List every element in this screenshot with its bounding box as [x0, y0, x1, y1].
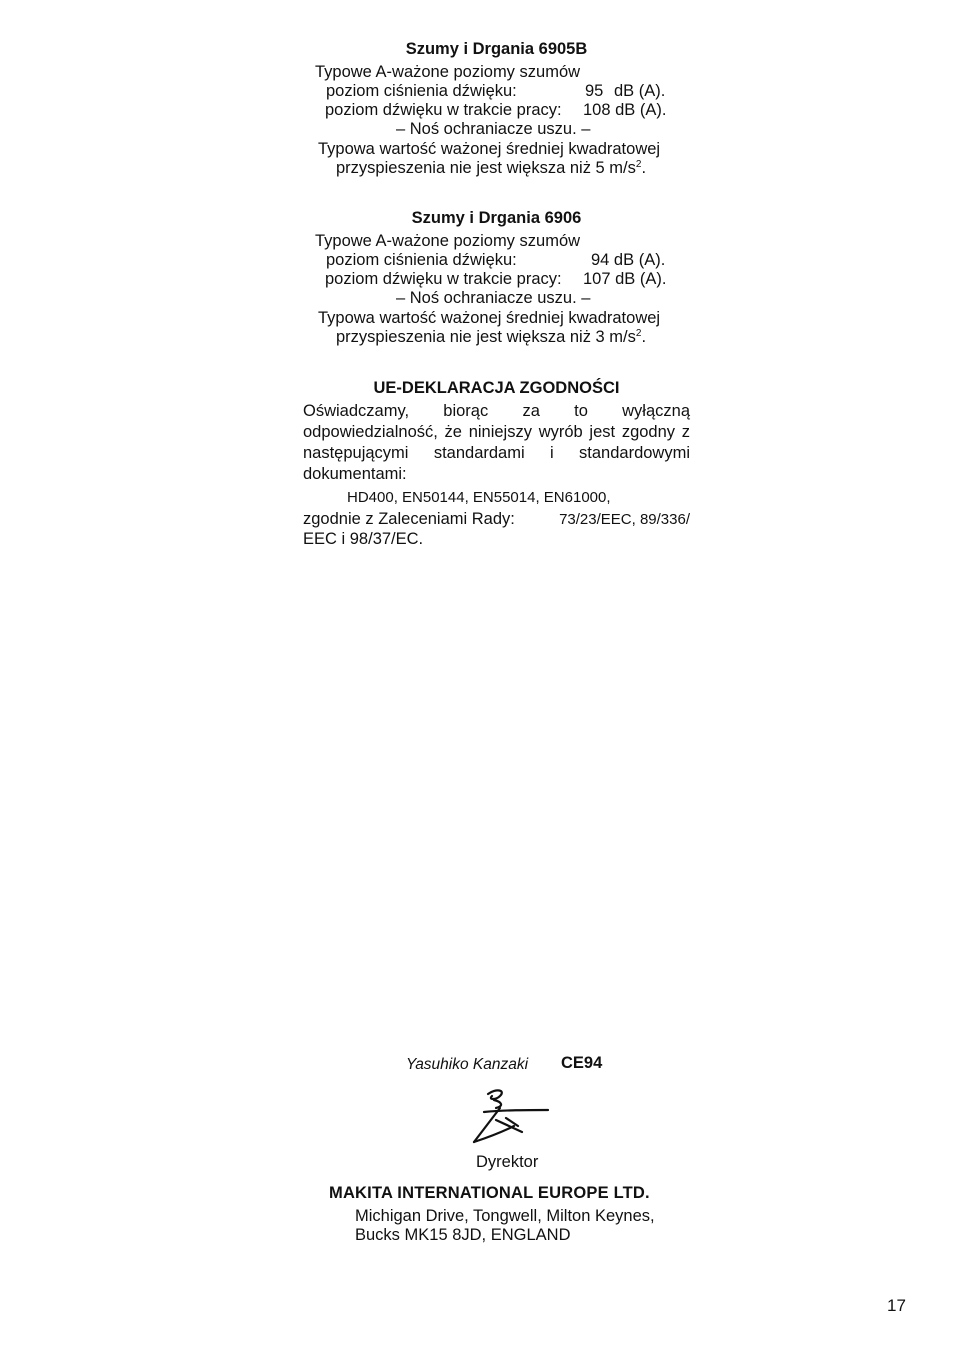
ear-protection-note: – Noś ochraniacze uszu. – — [396, 289, 591, 307]
sound-power-value: 108 dB (A). — [583, 101, 667, 119]
directives-prefix: zgodnie z Zaleceniami Rady: — [303, 510, 515, 528]
company-name: MAKITA INTERNATIONAL EUROPE LTD. — [329, 1184, 650, 1202]
sound-pressure-label: poziom ciśnienia dźwięku: — [326, 82, 517, 100]
signature-image — [466, 1086, 556, 1150]
sound-power-label: poziom dźwięku w trakcie pracy: — [325, 101, 562, 119]
signer-title: Dyrektor — [476, 1153, 539, 1171]
declaration-heading: UE-DEKLARACJA ZGODNOŚCI — [373, 379, 620, 397]
sound-pressure-value: 94 dB (A). — [591, 251, 666, 269]
declaration-body: Oświadczamy, biorąc za to wyłączną odpowiedzialność, że niniejszy wyrób jest zgodny z następującymi standardami i standardowymi dokumentami: — [303, 402, 690, 483]
declaration-standards: HD400, EN50144, EN55014, EN61000, — [347, 489, 611, 506]
directives-codes: 73/23/EEC, 89/336/ — [559, 511, 690, 528]
noise-intro: Typowe A-ważone poziomy szumów — [315, 232, 581, 250]
sound-pressure-label: poziom ciśnienia dźwięku: — [326, 251, 517, 269]
ear-protection-note: – Noś ochraniacze uszu. – — [396, 120, 591, 138]
vibration-line-1: Typowa wartość ważonej średniej kwadratowej — [318, 140, 661, 158]
page-number: 17 — [887, 1296, 906, 1315]
declaration-directives — [303, 510, 690, 529]
directives-end: EEC i 98/37/EC. — [303, 530, 424, 548]
section-heading-6905b: Szumy i Drgania 6905B — [405, 40, 588, 58]
sound-power-value: 107 dB (A). — [583, 270, 667, 288]
vibration-line-2: przyspieszenia nie jest większa niż 5 $m/s^2$. — [336, 159, 647, 177]
vibration-line-2: przyspieszenia nie jest większa niż 3 $m/s^2$. — [336, 328, 647, 346]
company-address-line-1: Michigan Drive, Tongwell, Milton Keynes, — [355, 1207, 655, 1225]
sound-power-label: poziom dźwięku w trakcie pracy: — [325, 270, 562, 288]
vibration-line-1: Typowa wartość ważonej średniej kwadratowej — [318, 309, 661, 327]
sound-pressure-unit: dB (A). — [614, 82, 666, 100]
company-address-line-2: Bucks MK15 8JD, ENGLAND — [355, 1226, 571, 1244]
signer-name: Yasuhiko Kanzaki — [406, 1056, 529, 1073]
sound-pressure-value: 95 — [585, 82, 604, 100]
section-heading-6906: Szumy i Drgania 6906 — [411, 209, 582, 227]
noise-intro: Typowe A-ważone poziomy szumów — [315, 63, 581, 81]
signer-code: CE94 — [561, 1054, 603, 1072]
